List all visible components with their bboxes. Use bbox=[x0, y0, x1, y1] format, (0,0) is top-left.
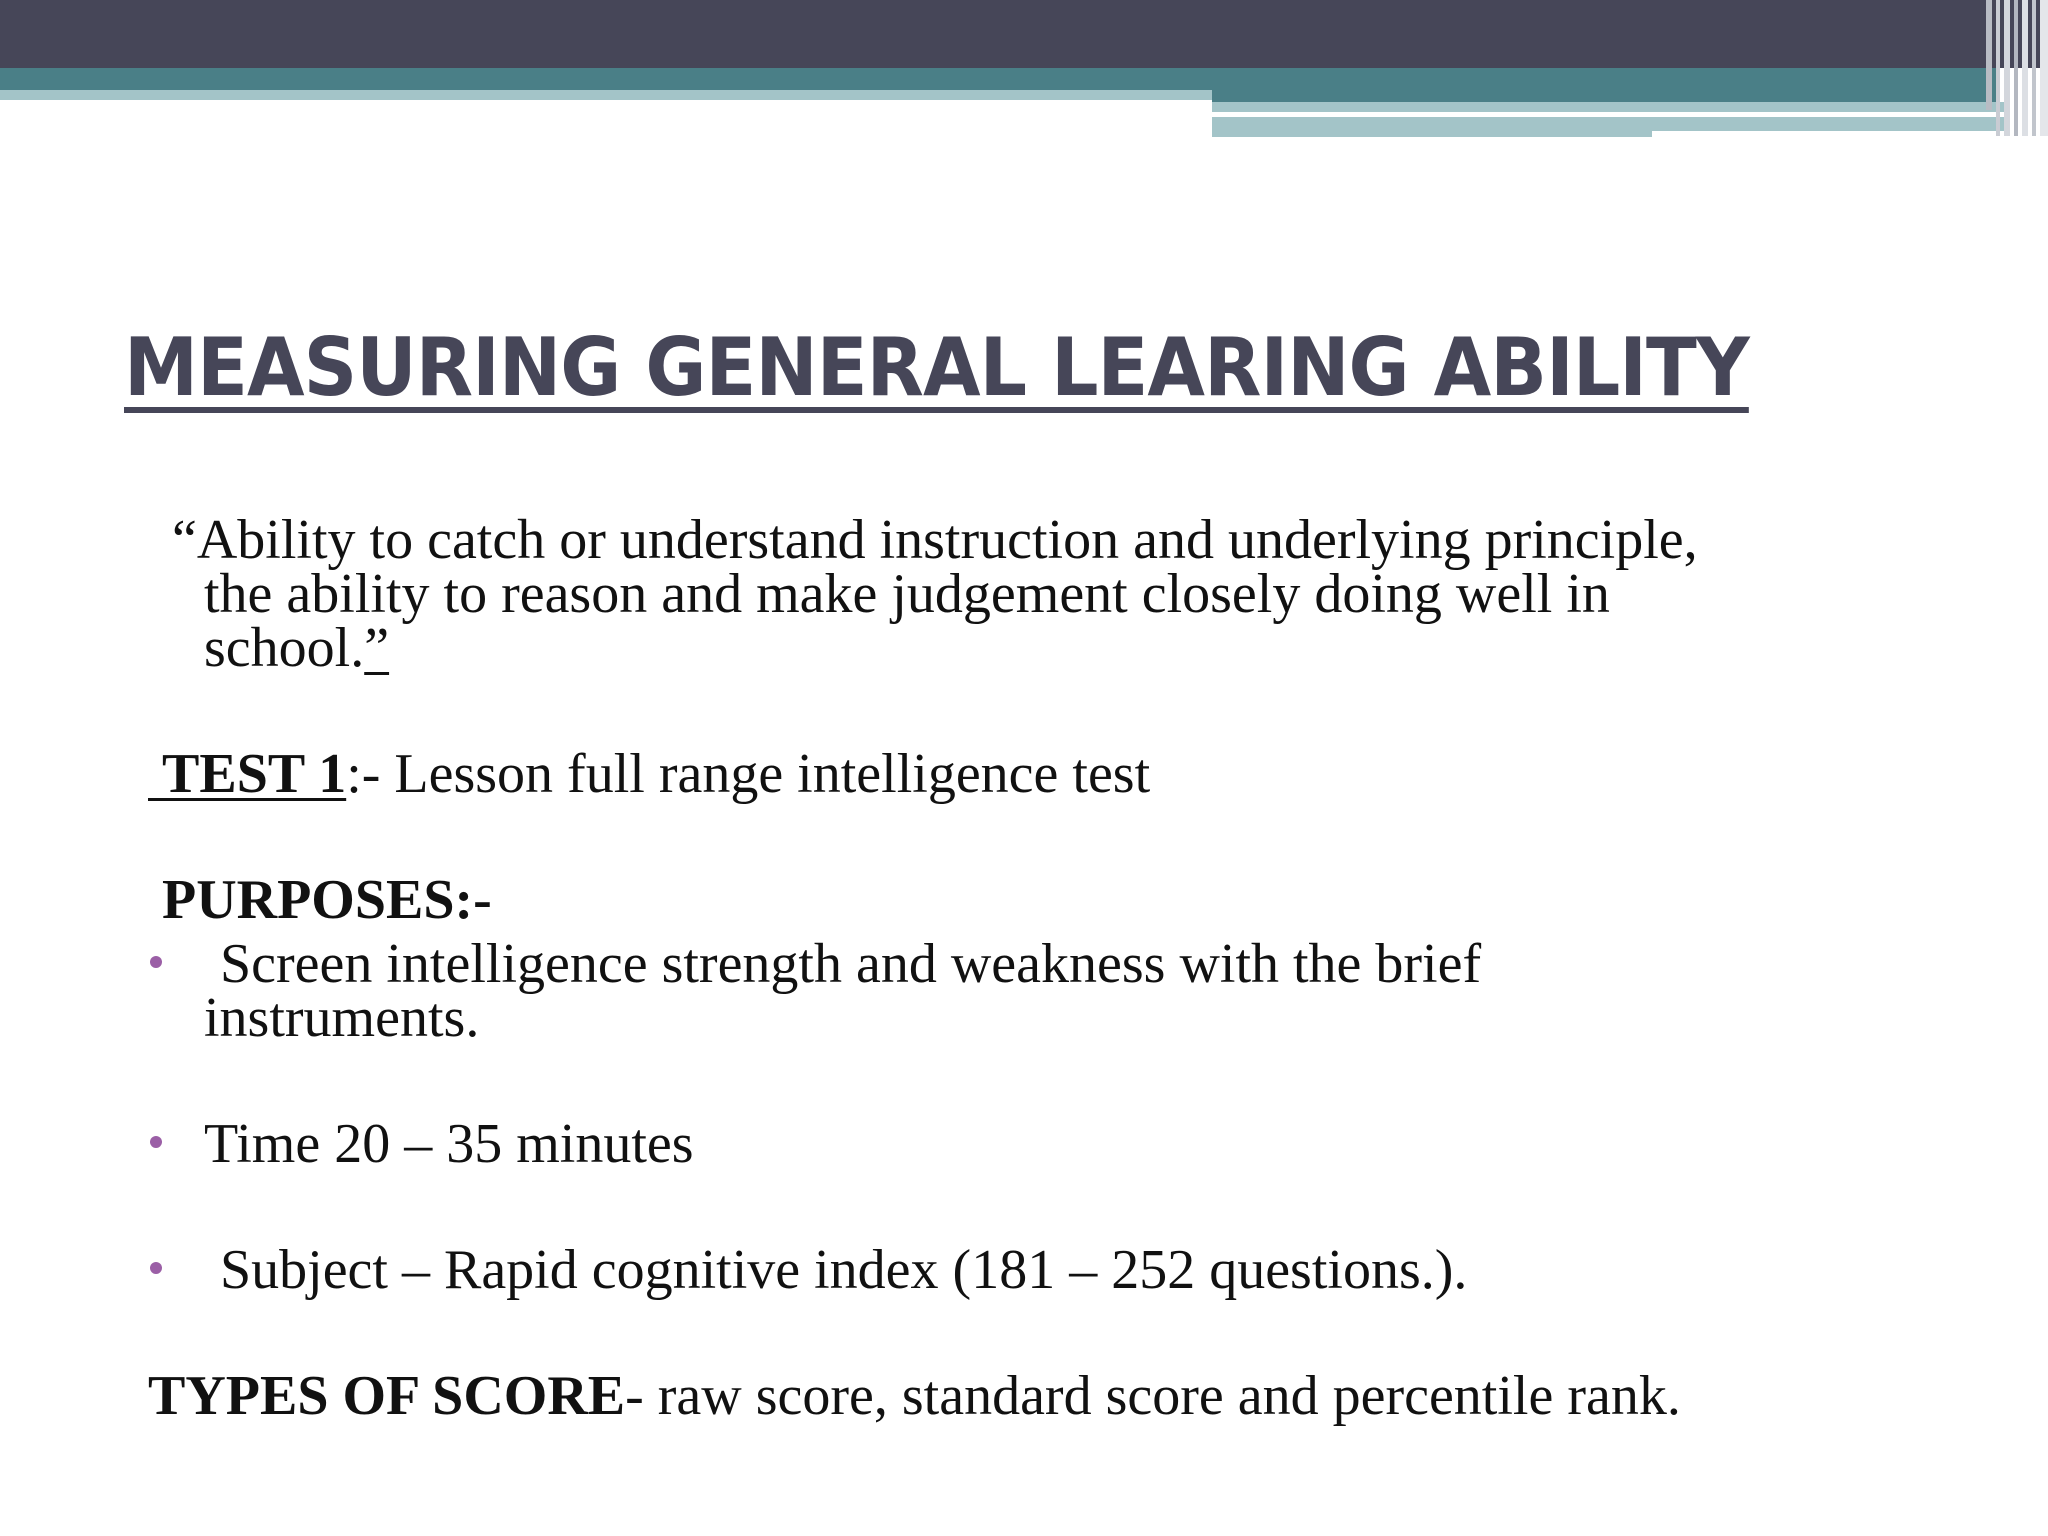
bullet-3-text: Subject – Rapid cognitive index (181 – 252 questions.). bbox=[220, 1239, 1468, 1301]
test-separator: :- bbox=[346, 743, 381, 805]
quote-line-2: the ability to reason and make judgement closely doing well in bbox=[204, 563, 1610, 625]
bullet-dot bbox=[150, 1136, 162, 1148]
bullet-2-text: Time 20 – 35 minutes bbox=[204, 1113, 694, 1175]
slide-title: MEASURING GENERAL LEARING ABILITY bbox=[124, 321, 1749, 414]
test-label: TEST 1 bbox=[162, 743, 347, 805]
purposes-heading: PURPOSES:- bbox=[162, 869, 492, 931]
quote-closing-mark: ” bbox=[364, 617, 390, 679]
quote-line-1: “Ability to catch or understand instruction and underlying principle, bbox=[172, 509, 1698, 571]
test-description: Lesson full range intelligence test bbox=[380, 743, 1151, 805]
test-label-underline bbox=[148, 743, 346, 805]
bullet-1-line-2: instruments. bbox=[204, 987, 480, 1049]
test-line bbox=[148, 743, 1151, 805]
quote-line-3-text: school. bbox=[204, 617, 365, 679]
bullet-1-line-1: Screen intelligence strength and weakness with the brief bbox=[220, 933, 1482, 995]
bullet-dot bbox=[150, 956, 162, 968]
types-of-score-line bbox=[148, 1365, 1681, 1427]
quote-line-3 bbox=[204, 617, 390, 679]
bullet-dot bbox=[150, 1262, 162, 1274]
types-of-score-text: - raw score, standard score and percentile rank. bbox=[625, 1365, 1681, 1427]
types-of-score-label: TYPES OF SCORE bbox=[148, 1365, 626, 1427]
